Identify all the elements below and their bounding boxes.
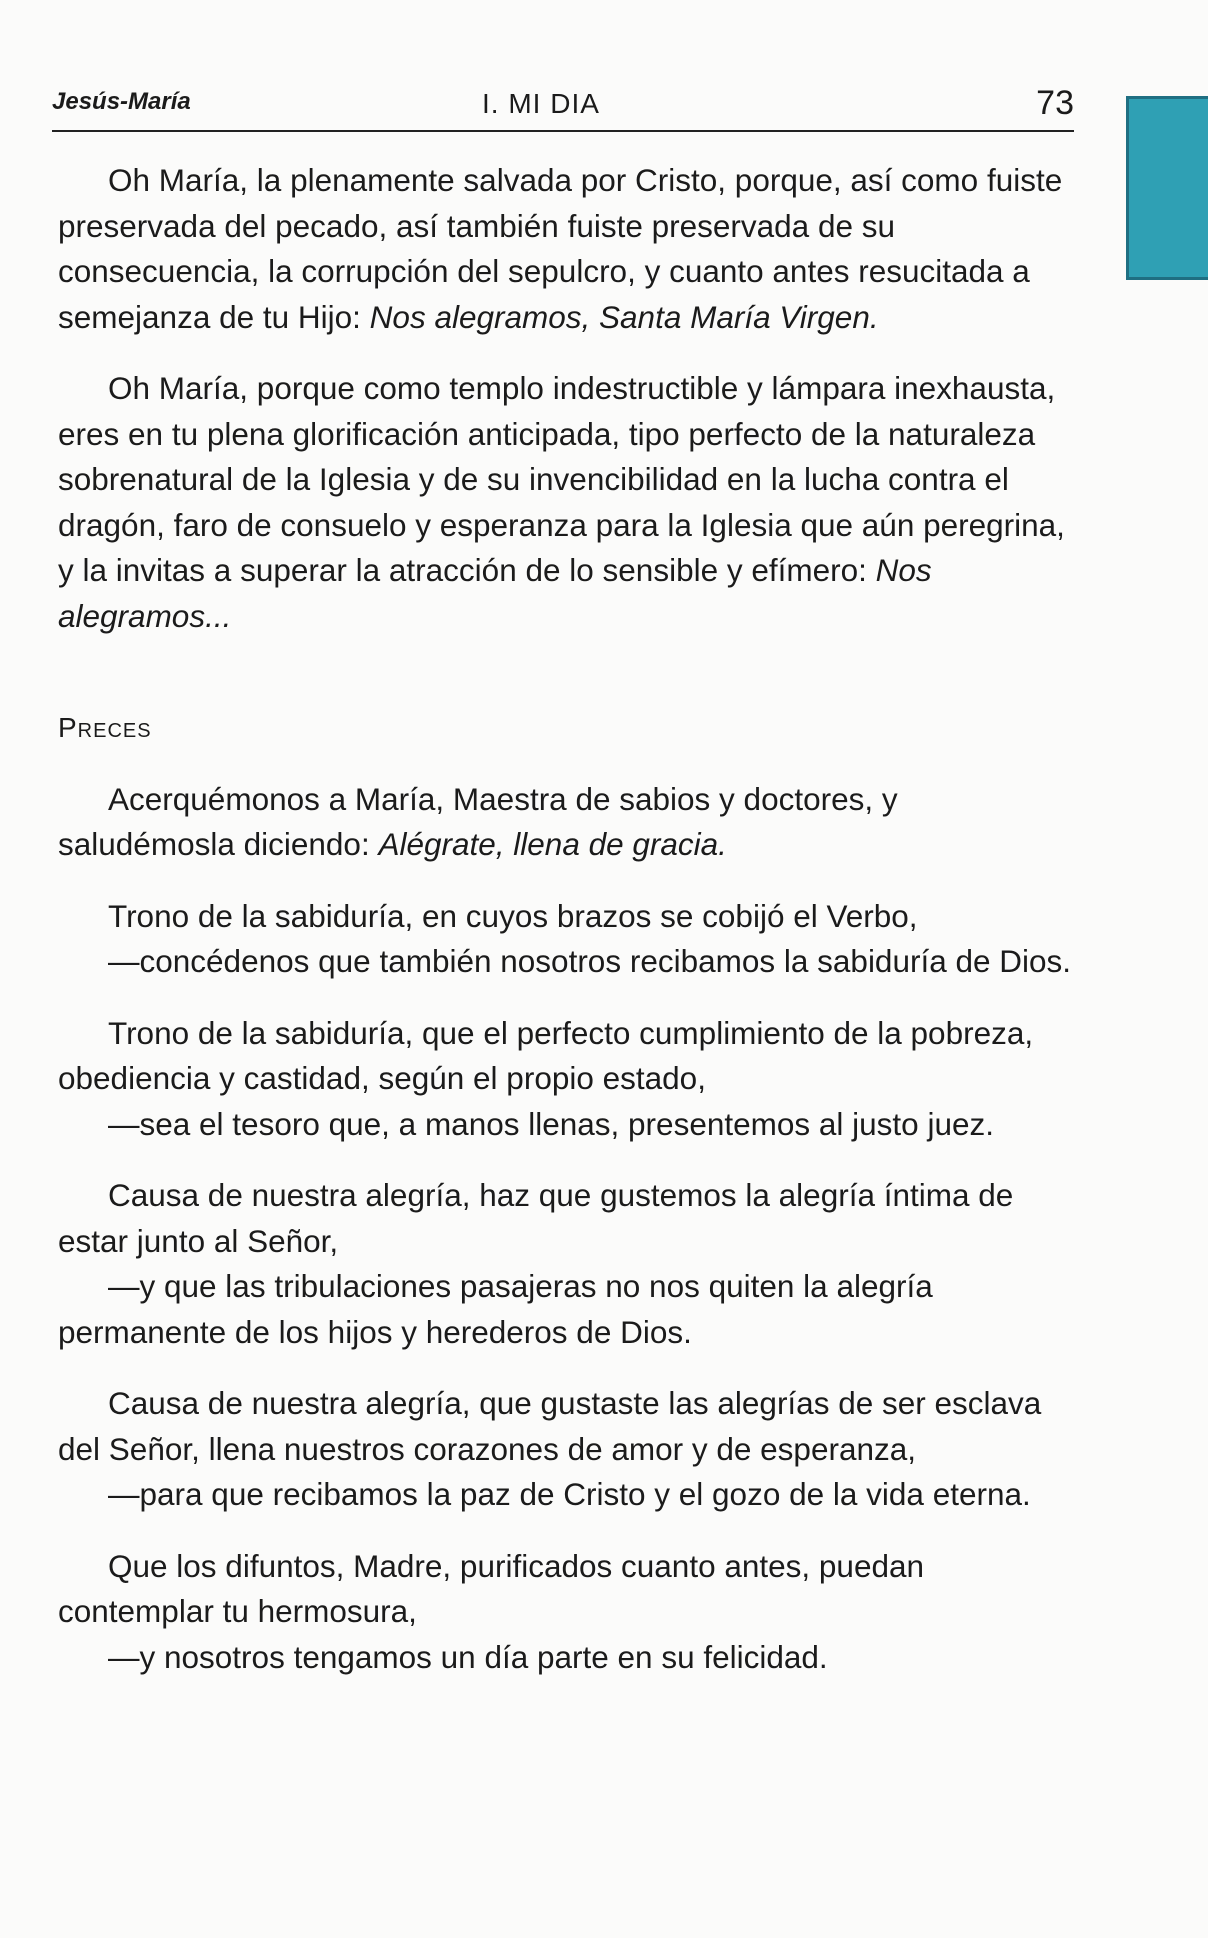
chapter-title: I. MI DIA	[482, 88, 600, 119]
petition-4	[58, 1381, 1080, 1518]
petition-1	[58, 894, 1080, 985]
petition-response: —y nosotros tengamos un día parte en su felicidad.	[108, 1638, 828, 1675]
preces-introduction	[58, 777, 1080, 868]
petition-invocation: Trono de la sabiduría, que el perfecto cumplimiento de la pobreza, obediencia y castidad, según el propio estado,	[58, 1014, 1034, 1096]
petition-2	[58, 1011, 1080, 1148]
petition-5	[58, 1544, 1080, 1681]
petition-invocation: Trono de la sabiduría, en cuyos brazos se cobijó el Verbo,	[108, 897, 918, 934]
section-heading-preces: Preces	[58, 712, 152, 743]
petition-invocation: Causa de nuestra alegría, que gustaste las alegrías de ser esclava del Señor, llena nuestros corazones de amor y de esperanza,	[58, 1385, 1042, 1467]
petition-response: —concédenos que también nosotros recibamos la sabiduría de Dios.	[108, 943, 1072, 979]
running-head: Jesús-María	[52, 88, 191, 115]
prayer-text: Oh María, porque como templo indestructible y lámpara inexhausta, eres en tu plena glorificación anticipada, tipo perfecto de la naturaleza sobrenatural de la Iglesia y de su invencibilidad en la lucha contra el dragón, faro de consuelo y esperanza para la Iglesia que aún peregrina, y la invitas a superar la atracción de lo sensible y efímero:	[58, 370, 1065, 588]
prayer-paragraph-1	[58, 158, 1080, 340]
prayer-text: Oh María, la plenamente salvada por Cristo, porque, así como fuiste preservada del pecado, así también fuiste preservada de su consecuencia, la corrupción del sepulcro, y cuanto antes resucitada a semejanza de tu Hijo:	[58, 162, 1063, 335]
prayer-response: Nos alegramos, Santa María Virgen.	[369, 298, 879, 335]
prayer-response: Nos alegramos...	[58, 552, 932, 634]
page-number: 73	[1036, 84, 1074, 122]
petition-response: —sea el tesoro que, a manos llenas, presentemos al justo juez.	[108, 1105, 994, 1142]
thumb-index-tab	[1126, 96, 1208, 280]
page-header	[52, 84, 1074, 132]
petition-3	[58, 1173, 1080, 1355]
petition-invocation: Que los difuntos, Madre, purificados cuanto antes, puedan contemplar tu hermosura,	[58, 1547, 925, 1629]
intro-text: Acerquémonos a María, Maestra de sabios y doctores, y saludémosla diciendo:	[58, 780, 898, 862]
petition-response: —y que las tribulaciones pasajeras no nos quiten la alegría permanente de los hijos y herederos de Dios.	[58, 1268, 933, 1350]
petition-response: —para que recibamos la paz de Cristo y el gozo de la vida eterna.	[108, 1476, 1031, 1512]
prayer-paragraph-2	[58, 366, 1080, 639]
intro-response: Alégrate, llena de gracia.	[378, 826, 727, 862]
page-body	[58, 158, 1080, 1680]
petition-invocation: Causa de nuestra alegría, haz que gustemos la alegría íntima de estar junto al Señor,	[58, 1177, 1014, 1259]
